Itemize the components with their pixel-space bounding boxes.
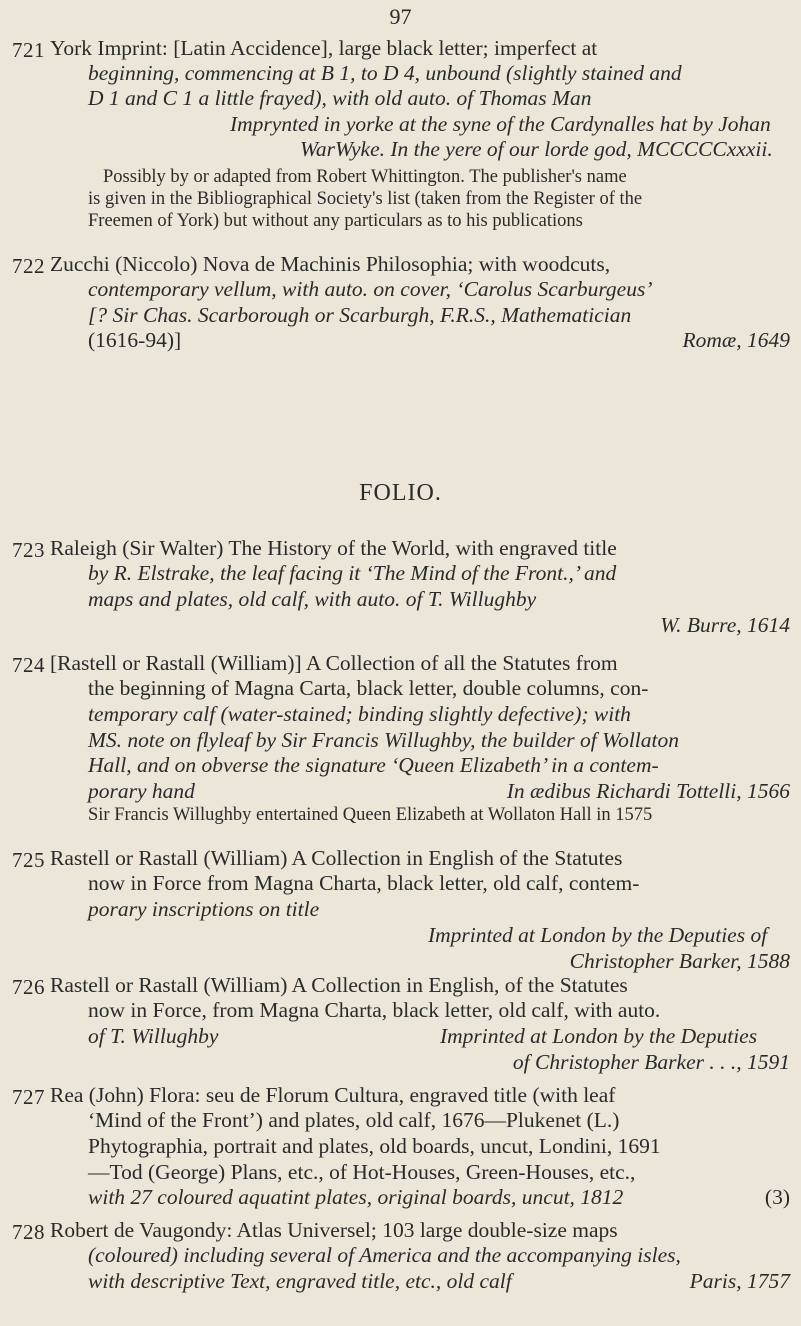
entry-line: temporary calf (water-stained; binding slightly defective); with <box>88 702 631 726</box>
entry-line: Imprynted in yorke at the syne of the Cardynalles hat by Johan <box>230 112 771 136</box>
entry-line: —Tod (George) Plans, etc., of Hot-Houses, Green-Houses, etc., <box>88 1160 636 1184</box>
entry-line: [Rastell or Rastall (William)] A Collection of all the Statutes from <box>50 651 618 675</box>
entry-line: WarWyke. In the yere of our lorde god, MCCCCCxxxii. <box>300 137 773 161</box>
entry-line: now in Force, from Magna Charta, black letter, old calf, with auto. <box>88 998 661 1022</box>
entry-line: Rastell or Rastall (William) A Collection in English, of the Statutes <box>50 973 628 997</box>
lot-number: 728 <box>12 1220 45 1244</box>
entry-line: (coloured) including several of America and the accompanying isles, <box>88 1243 681 1267</box>
entry-note: Freemen of York) but without any particulars as to his publications <box>88 211 583 231</box>
entry-line: maps and plates, old calf, with auto. of T. Willughby <box>88 587 537 611</box>
entry-line: the beginning of Magna Carta, black letter, double columns, con- <box>88 676 649 700</box>
entry-note: Possibly by or adapted from Robert Whittington. The publisher's name <box>103 167 627 187</box>
entry-line: MS. note on flyleaf by Sir Francis Willughby, the builder of Wollaton <box>88 728 679 752</box>
lot-number: 723 <box>12 538 45 562</box>
entry-line: [? Sir Chas. Scarborough or Scarburgh, F.R.S., Mathematician <box>88 303 632 327</box>
entry-line: Rastell or Rastall (William) A Collection in English of the Statutes <box>50 846 623 870</box>
entry-imprint: of Christopher Barker . . ., 1591 <box>512 1050 790 1074</box>
lot-number: 725 <box>12 848 45 872</box>
lot-number: 721 <box>12 38 45 62</box>
entry-line: contemporary vellum, with auto. on cover, ‘Carolus Scarburgeus’ <box>88 277 653 301</box>
entry-line: Rea (John) Flora: seu de Florum Cultura, engraved title (with leaf <box>50 1083 616 1107</box>
entry-imprint: Romæ, 1649 <box>682 328 790 352</box>
entry-note: Sir Francis Willughby entertained Queen Elizabeth at Wollaton Hall in 1575 <box>88 805 653 825</box>
entry-imprint: Paris, 1757 <box>689 1269 790 1293</box>
entry-line: of T. Willughby <box>88 1024 219 1048</box>
entry-line: Zucchi (Niccolo) Nova de Machinis Philosophia; with woodcuts, <box>50 252 611 276</box>
entry-line: Robert de Vaugondy: Atlas Universel; 103 large double-size maps <box>50 1218 618 1242</box>
entry-line: York Imprint: [Latin Accidence], large black letter; imperfect at <box>50 36 598 60</box>
entry-imprint: In ædibus Richardi Tottelli, 1566 <box>506 779 790 803</box>
entry-imprint: W. Burre, 1614 <box>660 613 790 637</box>
entry-line: Raleigh (Sir Walter) The History of the World, with engraved title <box>50 536 617 560</box>
entry-imprint: Christopher Barker, 1588 <box>569 949 790 973</box>
entry-note: is given in the Bibliographical Society's list (taken from the Register of the <box>88 189 643 209</box>
entry-line: porary hand <box>88 779 195 803</box>
entry-line: beginning, commencing at B 1, to D 4, unbound (slightly stained and <box>88 61 682 85</box>
entry-line: Hall, and on obverse the signature ‘Queen Elizabeth’ in a contem- <box>88 753 659 777</box>
page-number: 97 <box>389 4 412 29</box>
lot-number: 724 <box>12 653 45 677</box>
entry-line: porary inscriptions on title <box>88 897 320 921</box>
entry-line: ‘Mind of the Front’) and plates, old calf, 1676—Plukenet (L.) <box>88 1108 620 1132</box>
section-heading: FOLIO. <box>359 480 442 506</box>
entry-imprint: Imprinted at London by the Deputies of <box>428 923 768 947</box>
entry-line: Phytographia, portrait and plates, old boards, uncut, Londini, 1691 <box>88 1134 661 1158</box>
lot-number: 722 <box>12 254 45 278</box>
entry-line: with 27 coloured aquatint plates, original boards, uncut, 1812 <box>88 1185 624 1209</box>
entry-count: (3) <box>764 1185 790 1209</box>
lot-number: 727 <box>12 1085 45 1109</box>
entry-line: (1616-94)] <box>88 328 182 352</box>
entry-line: D 1 and C 1 a little frayed), with old auto. of Thomas Man <box>88 86 592 110</box>
entry-line: with descriptive Text, engraved title, etc., old calf <box>88 1269 512 1293</box>
entry-line: now in Force from Magna Charta, black letter, old calf, contem- <box>88 871 640 895</box>
entry-line: by R. Elstrake, the leaf facing it ‘The Mind of the Front.,’ and <box>88 561 617 585</box>
entry-imprint: Imprinted at London by the Deputies <box>440 1024 758 1048</box>
lot-number: 726 <box>12 975 45 999</box>
